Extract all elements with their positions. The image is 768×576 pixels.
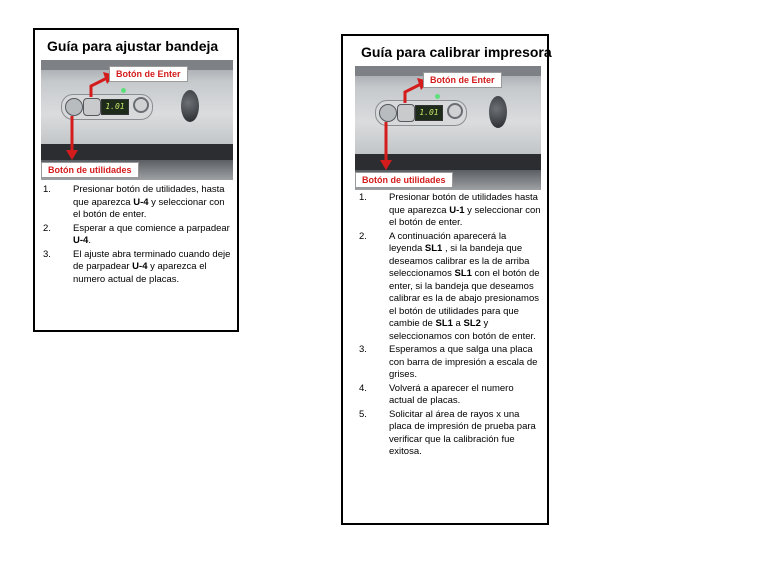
step-number: 3.	[359, 344, 367, 355]
step-text	[389, 344, 541, 382]
callout-enter-button: Botón de Enter	[109, 66, 188, 82]
step-text	[73, 223, 231, 248]
printer-panel-photo	[355, 66, 541, 190]
step-text-segment: Esperar a que comience a parpadear	[73, 222, 230, 234]
steps-list	[35, 184, 237, 286]
callout-utilities-button: Botón de utilidades	[41, 162, 139, 178]
guide-card-ajustar-bandeja	[33, 28, 239, 332]
step-code: SL1	[424, 243, 443, 254]
step-text-segment: Volverá a aparecer el numero actual de placas.	[389, 382, 514, 406]
step-code: U-4	[132, 261, 148, 272]
lcd-display: 1.01	[101, 99, 129, 115]
step-item	[359, 192, 541, 230]
step-text-segment: Solicitar al área de rayos x una placa de impresión de prueba para verificar que la calibración fue exitosa.	[389, 408, 536, 457]
step-item	[359, 383, 541, 408]
step-item	[359, 344, 541, 382]
step-number: 5.	[359, 408, 367, 420]
step-text-segment: y seleccionar con el botón de enter.	[389, 204, 541, 228]
printer-panel-photo	[41, 60, 233, 180]
step-number: 2.	[359, 230, 367, 242]
step-text-segment: a	[452, 318, 464, 329]
step-code: U-4	[73, 235, 89, 246]
step-text-segment: Presionar botón de utilidades hasta que aparezca	[389, 192, 538, 216]
step-text	[73, 249, 231, 287]
step-code: SL1	[454, 268, 472, 279]
callout-enter-button: Botón de Enter	[423, 72, 502, 88]
step-item	[43, 184, 231, 222]
step-code: SL1	[435, 318, 453, 329]
step-text	[389, 383, 541, 408]
step-text-segment: Presionar botón de utilidades, hasta que aparezca	[73, 184, 225, 208]
step-number: 4.	[359, 382, 367, 394]
step-text	[389, 231, 541, 344]
steps-list	[343, 192, 547, 459]
step-code: U-1	[449, 204, 465, 216]
lcd-display: 1.01	[415, 105, 443, 121]
step-code: U-4	[133, 196, 149, 208]
step-text	[73, 184, 231, 222]
guide-card-calibrar-impresora	[341, 34, 552, 525]
step-number: 3.	[43, 248, 51, 260]
step-text-segment: El ajuste abra terminado cuando deje de parpadear	[73, 248, 231, 272]
step-text-segment: .	[88, 235, 91, 246]
callout-utilities-button: Botón de utilidades	[355, 172, 453, 188]
step-item	[359, 409, 541, 459]
step-code: SL2	[463, 318, 481, 329]
step-text	[389, 409, 541, 459]
step-text	[389, 192, 541, 230]
step-item	[43, 223, 231, 248]
step-number: 1.	[43, 184, 51, 195]
step-text-segment: y seleccionar con el botón de enter.	[73, 196, 225, 220]
step-text-segment: , si la bandeja que deseamos calibrar es la de arriba seleccionamos	[389, 243, 530, 279]
step-text-segment: y aparezca el numero actual de placas.	[73, 261, 207, 285]
step-text-segment: A continuación aparecerá la leyenda	[389, 230, 507, 254]
step-item	[359, 231, 541, 344]
guide-title: Guía para ajustar bandeja	[47, 38, 219, 54]
step-text-segment: y seleccionamos con botón de enter.	[389, 318, 536, 342]
step-number: 1.	[359, 192, 367, 203]
guide-title: Guía para calibrar impresora	[361, 44, 552, 60]
step-item	[43, 249, 231, 287]
step-text-segment: Esperamos a que salga una placa con barra de impresión a escala de grises.	[389, 344, 538, 380]
step-text-segment: con el botón de enter, si la bandeja que deseamos calibrar es la de abajo presionamos el botón de utilidades para que cambie de	[389, 268, 540, 329]
step-number: 2.	[43, 222, 51, 234]
